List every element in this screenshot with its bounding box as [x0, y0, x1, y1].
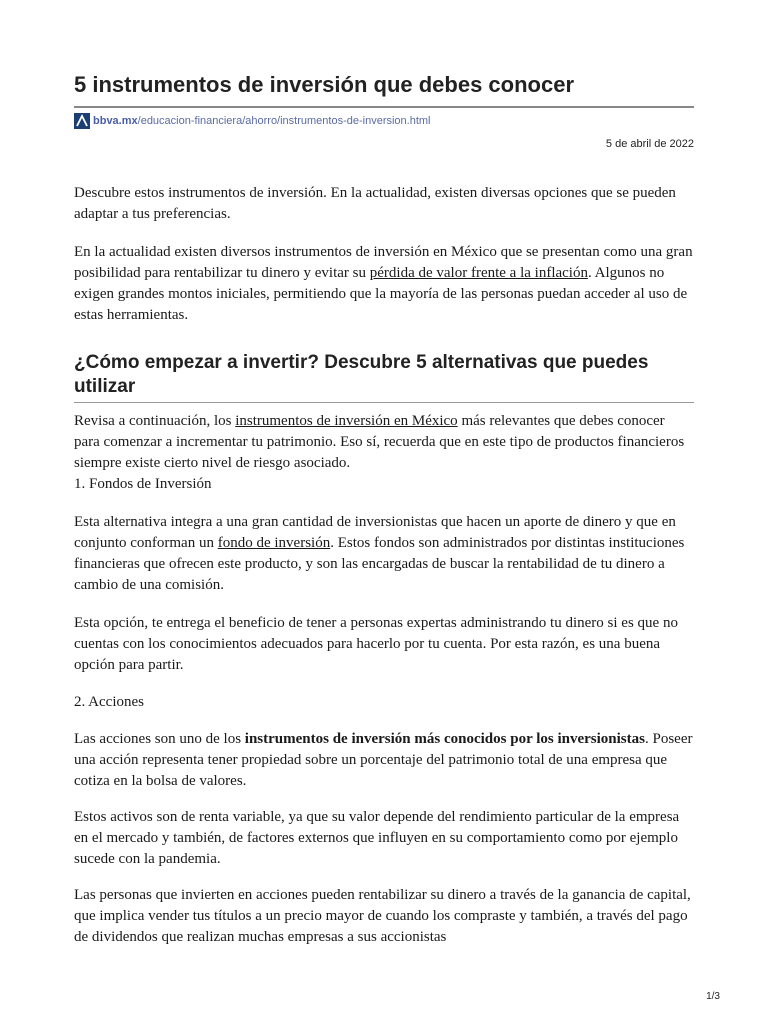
text-segment: Esta alternativa integra a una gran cantidad de inversionistas que hacen un aporte de dinero y que en conjunto conforman un — [74, 514, 676, 551]
text-segment: Revisa a continuación, los — [74, 413, 236, 429]
bbva-logo-icon — [74, 113, 90, 129]
page-title: 5 instrumentos de inversión que debes conocer — [74, 72, 575, 97]
section-paragraph: Estos activos son de renta variable, ya que su valor depende del rendimiento particular de la empresa en el mercado y también, de factores externos que influyen en su comportamiento como por ejemplo sucede con la pandemia. — [74, 809, 680, 867]
bold-text: instrumentos de inversión más conocidos por los inversionistas — [244, 731, 645, 747]
text-segment: más relevantes que debes conocer para comenzar a incrementar tu patrimonio. Eso sí, recuerda que en este tipo de productos financieros siempre existe cierto nivel de riesgo asociado. — [74, 413, 685, 471]
source-domain: bbva.mx — [93, 115, 138, 127]
intro-paragraph: Descubre estos instrumentos de inversión. En la actualidad, existen diversas opciones que se pueden adaptar a tus preferencias. — [74, 185, 676, 222]
section-heading: ¿Cómo empezar a invertir? Descubre 5 alternativas que puedes utilizar — [74, 352, 649, 397]
text-segment: . Algunos no exigen grandes montos iniciales, permitiendo que la mayoría de las personas puedan acceder al uso de estas herramientas. — [74, 265, 688, 323]
page-number: 1/3 — [706, 991, 720, 1002]
article-body — [74, 183, 694, 948]
section-paragraph — [74, 411, 694, 474]
inflation-link[interactable]: pérdida de valor frente a la inflación — [369, 265, 588, 281]
intro-paragraph-2 — [74, 242, 694, 326]
source-link[interactable] — [74, 112, 431, 130]
section-paragraph — [74, 729, 694, 792]
section-paragraph: Las personas que invierten en acciones pueden rentabilizar su dinero a través de la ganancia de capital, que implica vender tus títulos a un precio mayor de cuando los compraste y también, a través del pago de dividendos que realizan muchas empresas a sus accionistas — [74, 887, 691, 945]
text-segment: . Poseer una acción representa tener propiedad sobre un porcentaje del patrimonio total de una empresa que cotiza en la bolsa de valores. — [74, 731, 693, 789]
section-paragraph — [74, 512, 694, 596]
publication-date: 5 de abril de 2022 — [605, 138, 694, 150]
investment-instruments-link[interactable]: instrumentos de inversión en México — [235, 413, 458, 429]
source-path: /educacion-financiera/ahorro/instrumentos-de-inversion.html — [137, 115, 431, 127]
list-item-label: 2. Acciones — [74, 694, 144, 710]
text-segment: . Estos fondos son administrados por distintas instituciones financieras que ofrecen este producto, y son las encargadas de buscar la rentabilidad de tu dinero a cambio de una comisión. — [74, 535, 685, 593]
section-divider — [74, 402, 694, 403]
text-segment: En la actualidad existen diversos instrumentos de inversión en México que se presentan como una gran posibilidad para rentabilizar tu dinero y evitar su — [74, 244, 693, 281]
title-divider — [74, 106, 694, 108]
list-item-label: 1. Fondos de Inversión — [74, 476, 212, 492]
investment-fund-link[interactable]: fondo de inversión — [217, 535, 331, 551]
section-paragraph: Esta opción, te entrega el beneficio de tener a personas expertas administrando tu dinero si es que no cuentas con los conocimientos adecuados para hacerlo por tu cuenta. Por esta razón, es una buena opción para partir. — [74, 615, 678, 673]
text-segment: Las acciones son uno de los — [74, 731, 245, 747]
